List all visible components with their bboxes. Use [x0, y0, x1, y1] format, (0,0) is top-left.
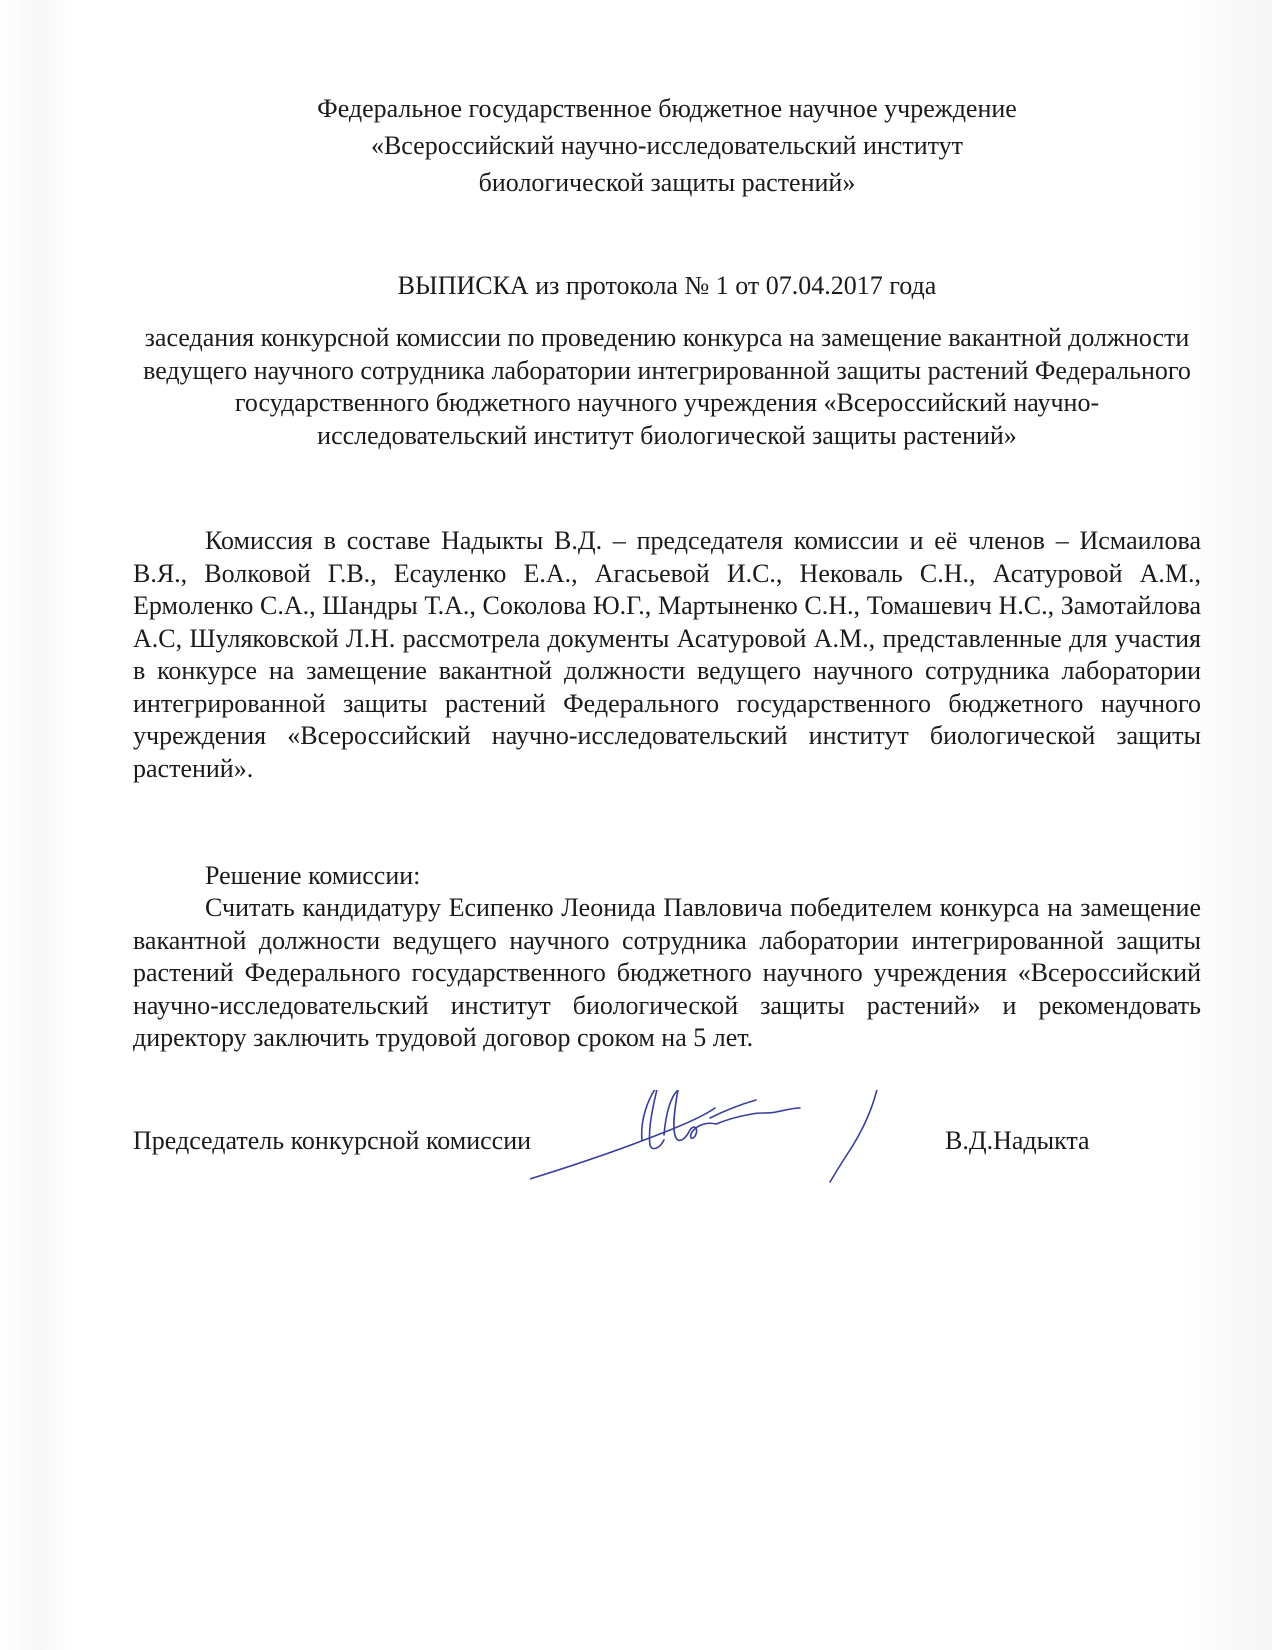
document-title: ВЫПИСКА из протокола № 1 от 07.04.2017 года: [397, 271, 937, 300]
commission-paragraph: Комиссия в составе Надыкты В.Д. – председателя комиссии и её членов – Исмаилова В.Я., Волковой Г.В., Есауленко Е.А., Агасьевой И.С., Нековаль С.Н., Асатуровой А.М., Ермоленко С.А., Шандры Т.А., Соколова Ю.Г., Мартыненко С.Н., Томашевич Н.С., Замотайлова А.С, Шуляковской Л.Н. рассмотрела документы Асатуровой А.М., представленные для участия в конкурсе на замещение вакантной должности ведущего научного сотрудника лаборатории интегрированной защиты растений Федерального государственного бюджетного научного учреждения «Всероссийский научно-исследовательский институт биологической защиты растений».: [133, 526, 1201, 783]
decision-paragraph: Считать кандидатуру Есипенко Леонида Павловича победителем конкурса на замещение вакантной должности ведущего научного сотрудника лаборатории интегрированной защиты растений Федерального государственного бюджетного научного учреждения «Всероссийский научно-исследовательский институт биологической защиты растений» и рекомендовать директору заключить трудовой договор сроком на 5 лет.: [133, 893, 1201, 1052]
header-line-3: биологической защиты растений»: [478, 168, 856, 197]
header-line-1: Федеральное государственное бюджетное научное учреждение: [317, 94, 1017, 123]
document-subtitle: заседания конкурсной комиссии по проведению конкурса на замещение вакантной должности ведущего научного сотрудника лаборатории интегрированной защиты растений Федерального государственного бюджетного научного учреждения «Всероссийский научно-исследовательский институт биологической защиты растений»: [143, 323, 1191, 450]
decision-label: Решение комиссии:: [205, 861, 421, 890]
header-line-2: «Всероссийский научно-исследовательский институт: [370, 131, 964, 160]
handwritten-signature: [530, 1090, 930, 1240]
institution-header: [0, 90, 1272, 201]
chairman-name: В.Д.Надыкта: [945, 1126, 1090, 1155]
chairman-role: Председатель конкурсной комиссии: [133, 1126, 532, 1155]
